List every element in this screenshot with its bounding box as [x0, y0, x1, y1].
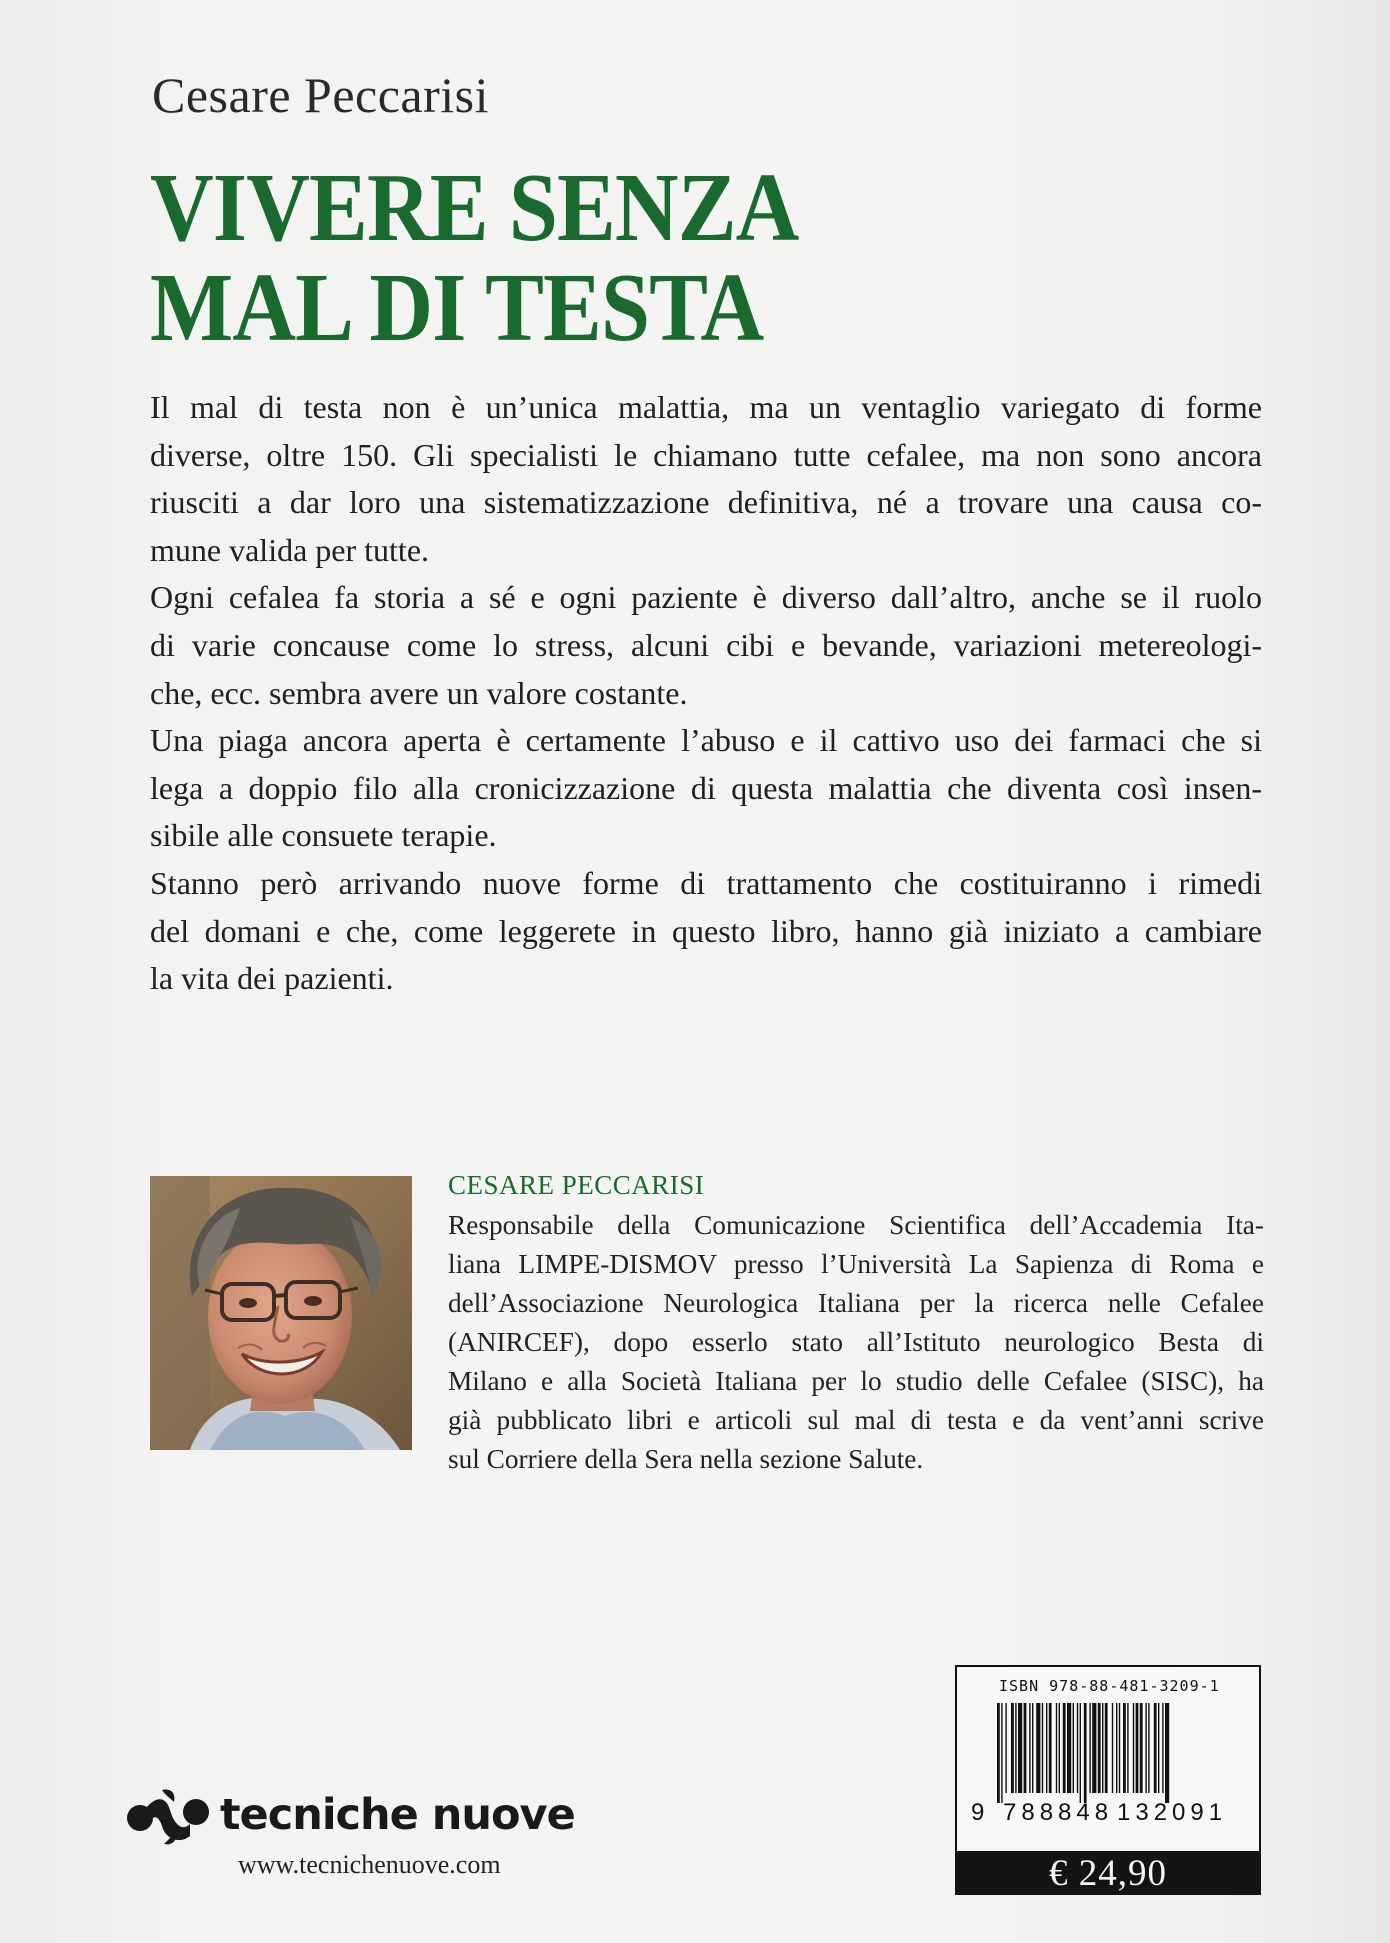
barcode-bar [1001, 1703, 1002, 1803]
isbn-barcode [955, 1665, 1261, 1853]
blurb-line: Ogni cefalea fa storia a sé e ogni paziente è diverso dall’altro, anche se il ruolo [150, 579, 1262, 616]
barcode-bar [1073, 1703, 1074, 1793]
barcode-bar [1158, 1703, 1159, 1793]
barcode-bar [1084, 1703, 1087, 1803]
blurb-line: riusciti a dar loro una sistematizzazione definitiva, né a trovare una causa co- [150, 484, 1262, 521]
blurb-line: la vita dei pazienti. [150, 960, 394, 997]
blurb-line: lega a doppio filo alla cronicizzazione di questa malattia che diventa così insen- [150, 769, 1262, 806]
barcode-bar [1119, 1703, 1120, 1793]
barcode-bar [1116, 1703, 1117, 1793]
barcode-digits [957, 1799, 1259, 1829]
barcode-bar [1029, 1703, 1030, 1793]
blurb-line: Una piaga ancora aperta è certamente l’abuso e il cattivo uso dei farmaci che si [150, 722, 1262, 759]
barcode-digits-left: 788848 [1003, 1799, 1114, 1826]
barcode-bar [1105, 1703, 1108, 1793]
barcode-bar [1005, 1703, 1006, 1793]
barcode-bar [1059, 1703, 1060, 1793]
blurb-line: del domani e che, come leggerete in questo libro, hanno già iniziato a cambiare [150, 912, 1262, 949]
barcode-bar [1092, 1703, 1096, 1793]
blurb-line: Il mal di testa non è un’unica malattia, ma un ventaglio variegato di forme [150, 389, 1262, 425]
author-bio [448, 1206, 1264, 1479]
bio-line: già pubblicato libri e articoli sul mal di testa e da vent’anni scrive [448, 1405, 1264, 1435]
barcode-bar [1024, 1703, 1027, 1793]
barcode-bar [1145, 1703, 1146, 1793]
barcode-bar [1032, 1703, 1033, 1793]
barcode-bar [1011, 1703, 1014, 1793]
barcode-bar [1077, 1703, 1078, 1793]
author-photo [150, 1176, 412, 1450]
barcode-bar [1036, 1703, 1040, 1793]
barcode-bar [1148, 1703, 1149, 1793]
publisher-name: tecniche nuove [220, 1790, 575, 1840]
blurb-text [150, 384, 1262, 1003]
barcode-digits-right: 132091 [1117, 1799, 1228, 1826]
barcode-bar [1133, 1703, 1134, 1793]
bio-line: Responsabile della Comunicazione Scientifica dell’Accademia Ita- [448, 1210, 1264, 1240]
blurb-line: Stanno però arrivando nuove forme di trattamento che costituiranno i rimedi [150, 864, 1262, 901]
barcode-bar [1063, 1703, 1066, 1793]
barcode-bar [1015, 1703, 1016, 1793]
publisher-mark-icon [126, 1788, 210, 1846]
publisher-logo [126, 1788, 575, 1846]
barcode-bar [1102, 1703, 1103, 1793]
bio-line: sul Corriere della Sera nella sezione Salute. [448, 1444, 924, 1474]
blurb-line: sibile alle consuete terapie. [150, 817, 497, 854]
book-title [150, 154, 799, 362]
barcode-bar [1127, 1703, 1128, 1793]
barcode-bar [1140, 1703, 1143, 1793]
bio-line: liana LIMPE-DISMOV presso l’Università La Sapienza di Roma e [448, 1249, 1264, 1279]
bio-line: dell’Associazione Neurologica Italiana per la ricerca nelle Cefalee [448, 1288, 1264, 1318]
blurb-line: che, ecc. sembra avere un valore costante. [150, 674, 688, 711]
blurb-line: mune valida per tutte. [150, 531, 430, 568]
book-title-line-2: MAL DI TESTA [150, 254, 764, 362]
publisher-website: www.tecnichenuove.com [238, 1850, 501, 1879]
blurb-line: di varie concause come lo stress, alcuni cibi e bevande, variazioni metereologi- [150, 626, 1262, 663]
barcode-bar [1042, 1703, 1043, 1793]
bio-line: (ANIRCEF), dopo esserlo stato all’Istituto neurologico Besta di [448, 1327, 1264, 1357]
isbn-text: ISBN 978-88-481-3209-1 [999, 1677, 1220, 1695]
barcode-bar [1112, 1703, 1113, 1793]
barcode-bar [1165, 1703, 1169, 1803]
barcode-bar [1123, 1703, 1126, 1793]
bio-author-name: CESARE PECCARISI [448, 1170, 705, 1200]
price-tag: € 24,90 [955, 1853, 1261, 1895]
barcode-bar [1018, 1703, 1022, 1793]
barcode-bar [1098, 1703, 1101, 1793]
barcode-digit-first: 9 [971, 1799, 985, 1826]
blurb-line: diverse, oltre 150. Gli specialisti le chiamano tutte cefalee, ma non sono ancora [150, 436, 1262, 473]
book-title-line-1: VIVERE SENZA [150, 154, 799, 262]
barcode-bar [1049, 1703, 1052, 1793]
barcode-bar [1056, 1703, 1057, 1793]
cover-author: Cesare Peccarisi [152, 67, 490, 123]
barcode-bar [1080, 1703, 1081, 1803]
barcode-bar [997, 1703, 1000, 1803]
barcode-bar [1046, 1703, 1047, 1793]
barcode-bar [1067, 1703, 1071, 1793]
bio-line: Milano e alla Società Italiana per lo studio delle Cefalee (SISC), ha [448, 1366, 1264, 1396]
barcode-bars [997, 1703, 1223, 1803]
barcode-bar [1089, 1703, 1090, 1793]
barcode-bar [1154, 1703, 1157, 1793]
barcode-bar [1162, 1703, 1163, 1793]
barcode-bar [1136, 1703, 1139, 1793]
